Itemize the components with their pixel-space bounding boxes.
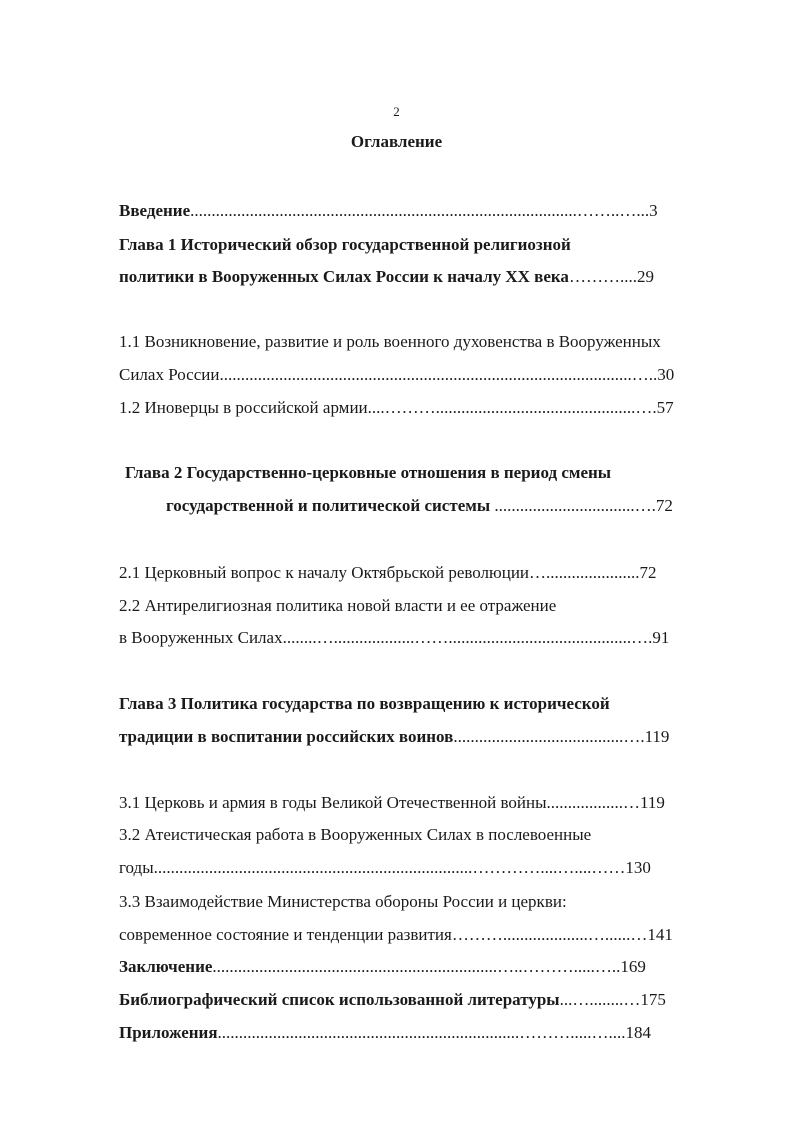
toc-section-2-2: [119, 627, 669, 649]
toc-section-1-1: [119, 364, 674, 386]
toc-leader: ........................................….: [453, 727, 645, 746]
toc-page: 57: [656, 398, 674, 417]
toc-label: 1.2 Иноверцы в российской армии: [119, 398, 368, 417]
toc-label: традиции в воспитании российских воинов: [119, 727, 454, 746]
toc-leader: ........…...................……...........................................….: [282, 628, 653, 647]
toc-section-1-1-line-1: 1.1 Возникновение, развитие и роль военного духовенства в Вооруженных: [119, 332, 661, 351]
toc-page: 72: [655, 496, 673, 515]
toc-section-3-3-line-1: 3.3 Взаимодействие Министерства обороны России и церкви:: [119, 892, 567, 911]
toc-leader: ………....: [568, 267, 637, 286]
toc-leader: ………....................…......…: [451, 925, 648, 944]
toc-leader: ...................................................................…..……….....…..: [212, 957, 621, 976]
page-margin: [0, 0, 793, 78]
toc-page: 119: [640, 793, 665, 812]
toc-page: 130: [625, 858, 651, 877]
toc-page: 169: [620, 957, 646, 976]
toc-label: Приложения: [119, 1023, 218, 1042]
toc-label: 2.1 Церковный вопрос к началу Октябрьской революции: [119, 563, 530, 582]
toc-page: 184: [625, 1023, 652, 1042]
toc-chapter-3: [119, 726, 669, 748]
toc-page: 72: [639, 563, 657, 582]
toc-label: государственной и политической системы: [166, 496, 491, 515]
toc-section-3-2: [119, 857, 651, 879]
toc-chapter-1: [119, 266, 654, 288]
toc-section-3-3: [119, 924, 673, 946]
toc-leader: .......................................................................……….....…....: [217, 1023, 626, 1042]
toc-label: 3.1 Церковь и армия в годы Великой Отечественной войны: [119, 793, 547, 812]
toc-label: Введение: [119, 201, 191, 220]
toc-label: современное состояние и тенденции развития: [119, 925, 452, 944]
toc-label: Силах России: [119, 365, 220, 384]
toc-label: годы: [119, 858, 154, 877]
toc-chapter-3-line-1: Глава 3 Политика государства по возвращению к исторической: [119, 694, 610, 713]
toc-leader: ...........................................................................................……..…...: [190, 201, 650, 220]
toc-entry-intro: [119, 200, 658, 222]
toc-page: 29: [636, 267, 654, 286]
toc-page: 91: [652, 628, 670, 647]
toc-page: 3: [649, 201, 658, 220]
toc-page: 141: [647, 925, 673, 944]
toc-section-2-1: [119, 562, 657, 584]
toc-section-1-2: [119, 397, 674, 419]
toc-chapter-1-line-1: Глава 1 Исторический обзор государственной религиозной: [119, 235, 571, 254]
toc-entry-conclusion: [119, 956, 646, 978]
toc-leader: .................................….: [490, 496, 656, 515]
toc-section-3-2-line-1: 3.2 Атеистическая работа в Вооруженных Силах в послевоенные: [119, 825, 592, 844]
toc-entry-appendix: [119, 1022, 651, 1044]
page-title: Оглавление: [350, 132, 443, 151]
toc-section-3-1: [119, 792, 665, 814]
toc-chapter-2: [166, 495, 673, 517]
toc-page: 175: [640, 990, 666, 1009]
toc-leader: ...…........…: [559, 990, 641, 1009]
toc-page: 30: [657, 365, 675, 384]
toc-leader: .................................................................................................…..: [219, 365, 658, 384]
toc-label: Заключение: [119, 957, 213, 976]
toc-leader: …......................: [529, 563, 640, 582]
toc-leader: ....………...............................................….: [367, 398, 657, 417]
toc-label: в Вооруженных Силах: [119, 628, 283, 647]
toc-label: Библиографический список использованной литературы: [119, 990, 560, 1009]
toc-section-2-2-line-1: 2.2 Антирелигиозная политика новой власти и ее отражение: [119, 596, 557, 615]
toc-label: политики в Вооруженных Силах России к началу XX века: [119, 267, 569, 286]
toc-leader: ...........................................................................…………....…....……: [153, 858, 626, 877]
page-number: 2: [393, 104, 400, 119]
toc-chapter-2-line-1: Глава 2 Государственно-церковные отношения в период смены: [125, 463, 612, 482]
toc-entry-bibliography: [119, 989, 666, 1011]
toc-leader: ..................…: [546, 793, 641, 812]
toc-page: 119: [644, 727, 670, 746]
